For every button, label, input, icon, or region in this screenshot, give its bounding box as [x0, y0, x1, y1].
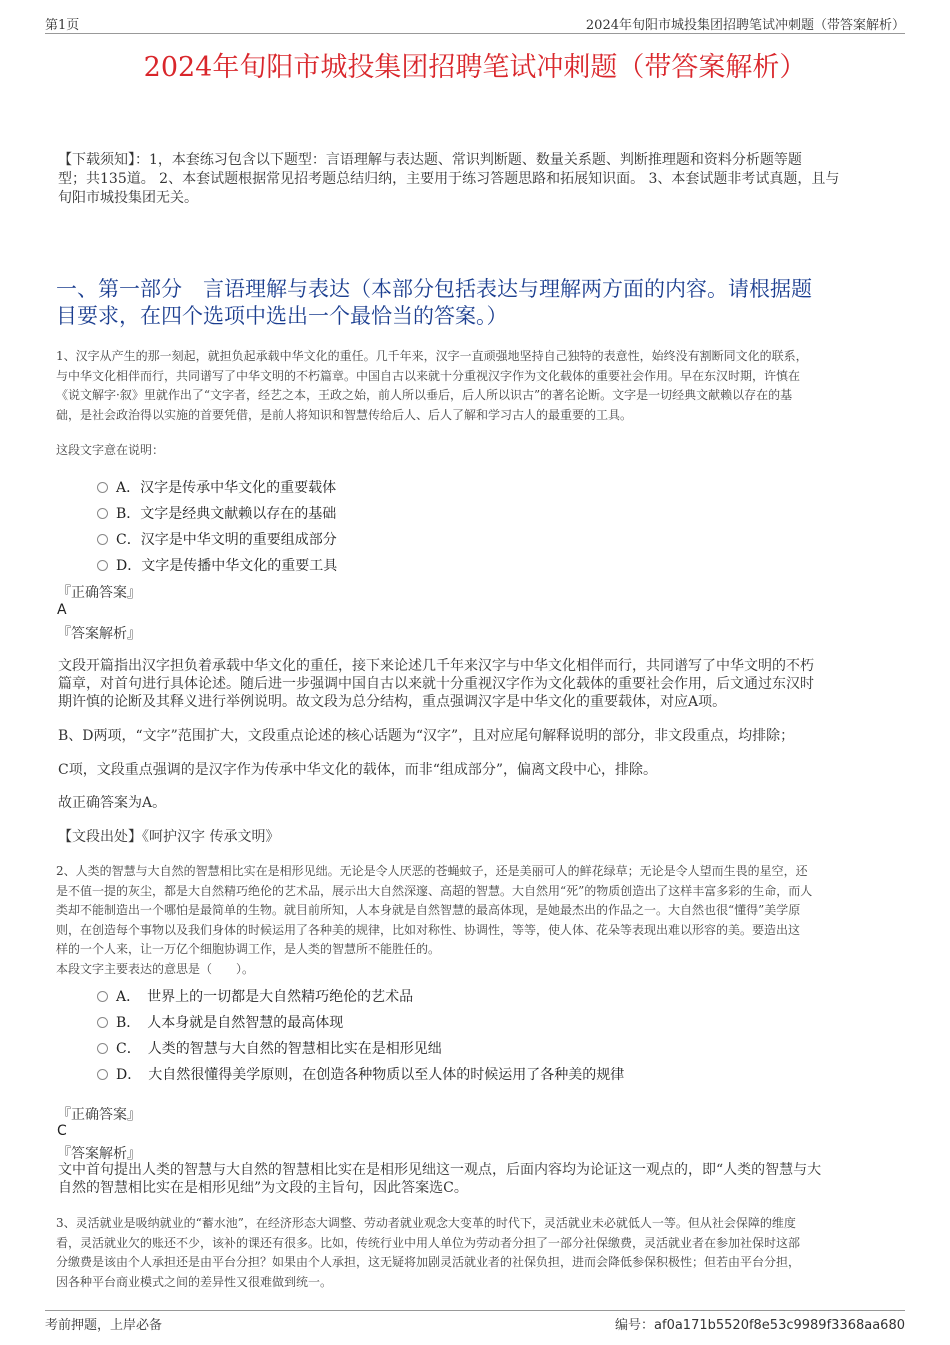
correct-answer-label: 『正确答案』	[57, 1107, 141, 1123]
download-notice: 【下载须知】：1，本套练习包含以下题型：言语理解与表达题、常识判断题、数量关系题、判断推理题和资料分析题等题 型；共135道。 2、本套试题根据常见招考题总结归纳，主要用于练习答题思路和拓展知识面。 3、本套试题非考试真题，且与 旬阳市城投集团无关。	[58, 152, 840, 206]
page-title: 2024年旬阳市城投集团招聘笔试冲刺题（带答案解析）	[143, 52, 807, 83]
correct-answer: C	[57, 1123, 67, 1139]
page-number: 第1页	[45, 18, 80, 33]
question-2-option-b[interactable]: B． 人本身就是自然智慧的最高体现	[97, 1012, 343, 1032]
radio-icon[interactable]	[97, 1069, 108, 1080]
question-1-analysis-c: C项，文段重点强调的是汉字作为传承中华文化的载体，而非“组成部分”，偏离文段中心，排除。	[58, 762, 658, 778]
radio-icon[interactable]	[97, 1017, 108, 1028]
radio-icon[interactable]	[97, 482, 108, 493]
analysis-label: 『答案解析』	[57, 626, 141, 642]
question-1-stem: 1、汉字从产生的那一刻起，就担负起承载中华文化的重任。几千年来，汉字一直顽强地坚持自己独特的表意性，始终没有割断同文化的联系， 与中华文化相伴而行，共同谱写了中华文明的不朽篇章。中国自古以来就十分重视汉字作为文化载体的重要社会作用。早在东汉时期，许慎在 《说文解字·叙》里就作出了“文字者，经艺之本，王政之始，前人所以垂后，后人所以识古”的著名论断。文字是一切经典文献赖以存在的基 础，是社会政治得以实施的首要凭借，是前人将知识和智慧传给后人、后人了解和学习古人的最重要的工具。	[56, 349, 808, 422]
question-1-analysis-bd: B、D两项，“文字”范围扩大，文段重点论述的核心话题为“汉字”，且对应尾句解释说明的部分，非文段重点，均排除；	[58, 728, 795, 744]
question-1-option-c[interactable]: C．汉字是中华文明的重要组成部分	[97, 529, 337, 549]
question-1-analysis: 文段开篇指出汉字担负着承载中华文化的重任，接下来论述几千年来汉字与中华文化相伴而行，共同谱写了中华文明的不朽 篇章，对首句进行具体论述。随后进一步强调中国自古以来就十分重视汉字作为文化载体的重要社会作用，后文通过东汉时 期许慎的论断及其释义进行举例说明。故文段为总分结构，重点强调汉字是中华文化的重要载体，对应A项。	[58, 658, 814, 710]
correct-answer: A	[57, 602, 67, 618]
question-2-analysis: 文中首句提出人类的智慧与大自然的智慧相比实在是相形见绌这一观点，后面内容均为论证这一观点的，即“人类的智慧与大 自然的智慧相比实在是相形见绌”为文段的主旨句，因此答案选C。	[58, 1162, 822, 1196]
footer-divider	[45, 1310, 905, 1311]
radio-icon[interactable]	[97, 534, 108, 545]
question-2-option-c[interactable]: C． 人类的智慧与大自然的智慧相比实在是相形见绌	[97, 1038, 442, 1058]
correct-answer-label: 『正确答案』	[57, 585, 141, 601]
footer-doc-code: 编号：af0a171b5520f8e53c9989f3368aa680	[615, 1318, 905, 1333]
question-2-option-a[interactable]: A． 世界上的一切都是大自然精巧绝伦的艺术品	[97, 986, 413, 1006]
radio-icon[interactable]	[97, 991, 108, 1002]
question-1-option-d[interactable]: D．文字是传播中华文化的重要工具	[97, 555, 337, 575]
header-doc-title: 2024年旬阳市城投集团招聘笔试冲刺题（带答案解析）	[585, 18, 905, 33]
radio-icon[interactable]	[97, 1043, 108, 1054]
question-1-prompt: 这段文字意在说明：	[56, 443, 165, 457]
question-2-prompt: 本段文字主要表达的意思是（ ）。	[56, 962, 255, 976]
question-2-option-d[interactable]: D． 大自然很懂得美学原则，在创造各种物质以至人体的时候运用了各种美的规律	[97, 1064, 624, 1084]
question-1-source: 【文段出处】《呵护汉字 传承文明》	[58, 829, 280, 845]
header-divider	[45, 33, 905, 34]
question-1-conclusion: 故正确答案为A。	[58, 795, 167, 811]
question-3-stem: 3、灵活就业是吸纳就业的“蓄水池”，在经济形态大调整、劳动者就业观念大变革的时代下，灵活就业未必就低人一等。但从社会保障的维度 看，灵活就业欠的账还不少，该补的课还有很多。比如，传统行业中用人单位为劳动者分担了一部分社保缴费，灵活就业者在参加社保时这部 分缴费是该由个人承担还是由平台分担？如果由个人承担，这无疑将加剧灵活就业者的社保负担，进而会降低参保积极性；但若由平台分担， 因各种平台商业模式之间的差异性又很难做到统一。	[56, 1216, 801, 1289]
analysis-label: 『答案解析』	[57, 1146, 141, 1162]
question-1-option-b[interactable]: B．文字是经典文献赖以存在的基础	[97, 503, 336, 523]
radio-icon[interactable]	[97, 508, 108, 519]
radio-icon[interactable]	[97, 560, 108, 571]
question-1-option-a[interactable]: A．汉字是传承中华文化的重要载体	[97, 477, 336, 497]
question-2-stem: 2、人类的智慧与大自然的智慧相比实在是相形见绌。无论是令人厌恶的苍蝇蚊子，还是美丽可人的鲜花绿草；无论是令人望而生畏的星空，还 是不值一提的灰尘，都是大自然精巧绝伦的艺术品，展示出大自然深邃、高超的智慧。大自然用“死”的物质创造出了这样丰富多彩的生命，而人 类却不能制造出一个哪怕是最简单的生物。就目前所知，人本身就是自然智慧的最高体现，是她最杰出的作品之一。大自然也很“懂得”美学原 则，在创造每个事物以及我们身体的时候运用了各种美的规律，比如对称性、协调性，等等，使人体、花朵等表现出难以形容的美。要造出这 样的一个人来，让一万亿个细胞协调工作，是人类的智慧所不能胜任的。	[56, 864, 813, 956]
footer-slogan: 考前押题，上岸必备	[45, 1318, 163, 1333]
section-heading: 一、第一部分 言语理解与表达（本部分包括表达与理解两方面的内容。请根据题 目要求，在四个选项中选出一个最恰当的答案。）	[56, 277, 812, 328]
